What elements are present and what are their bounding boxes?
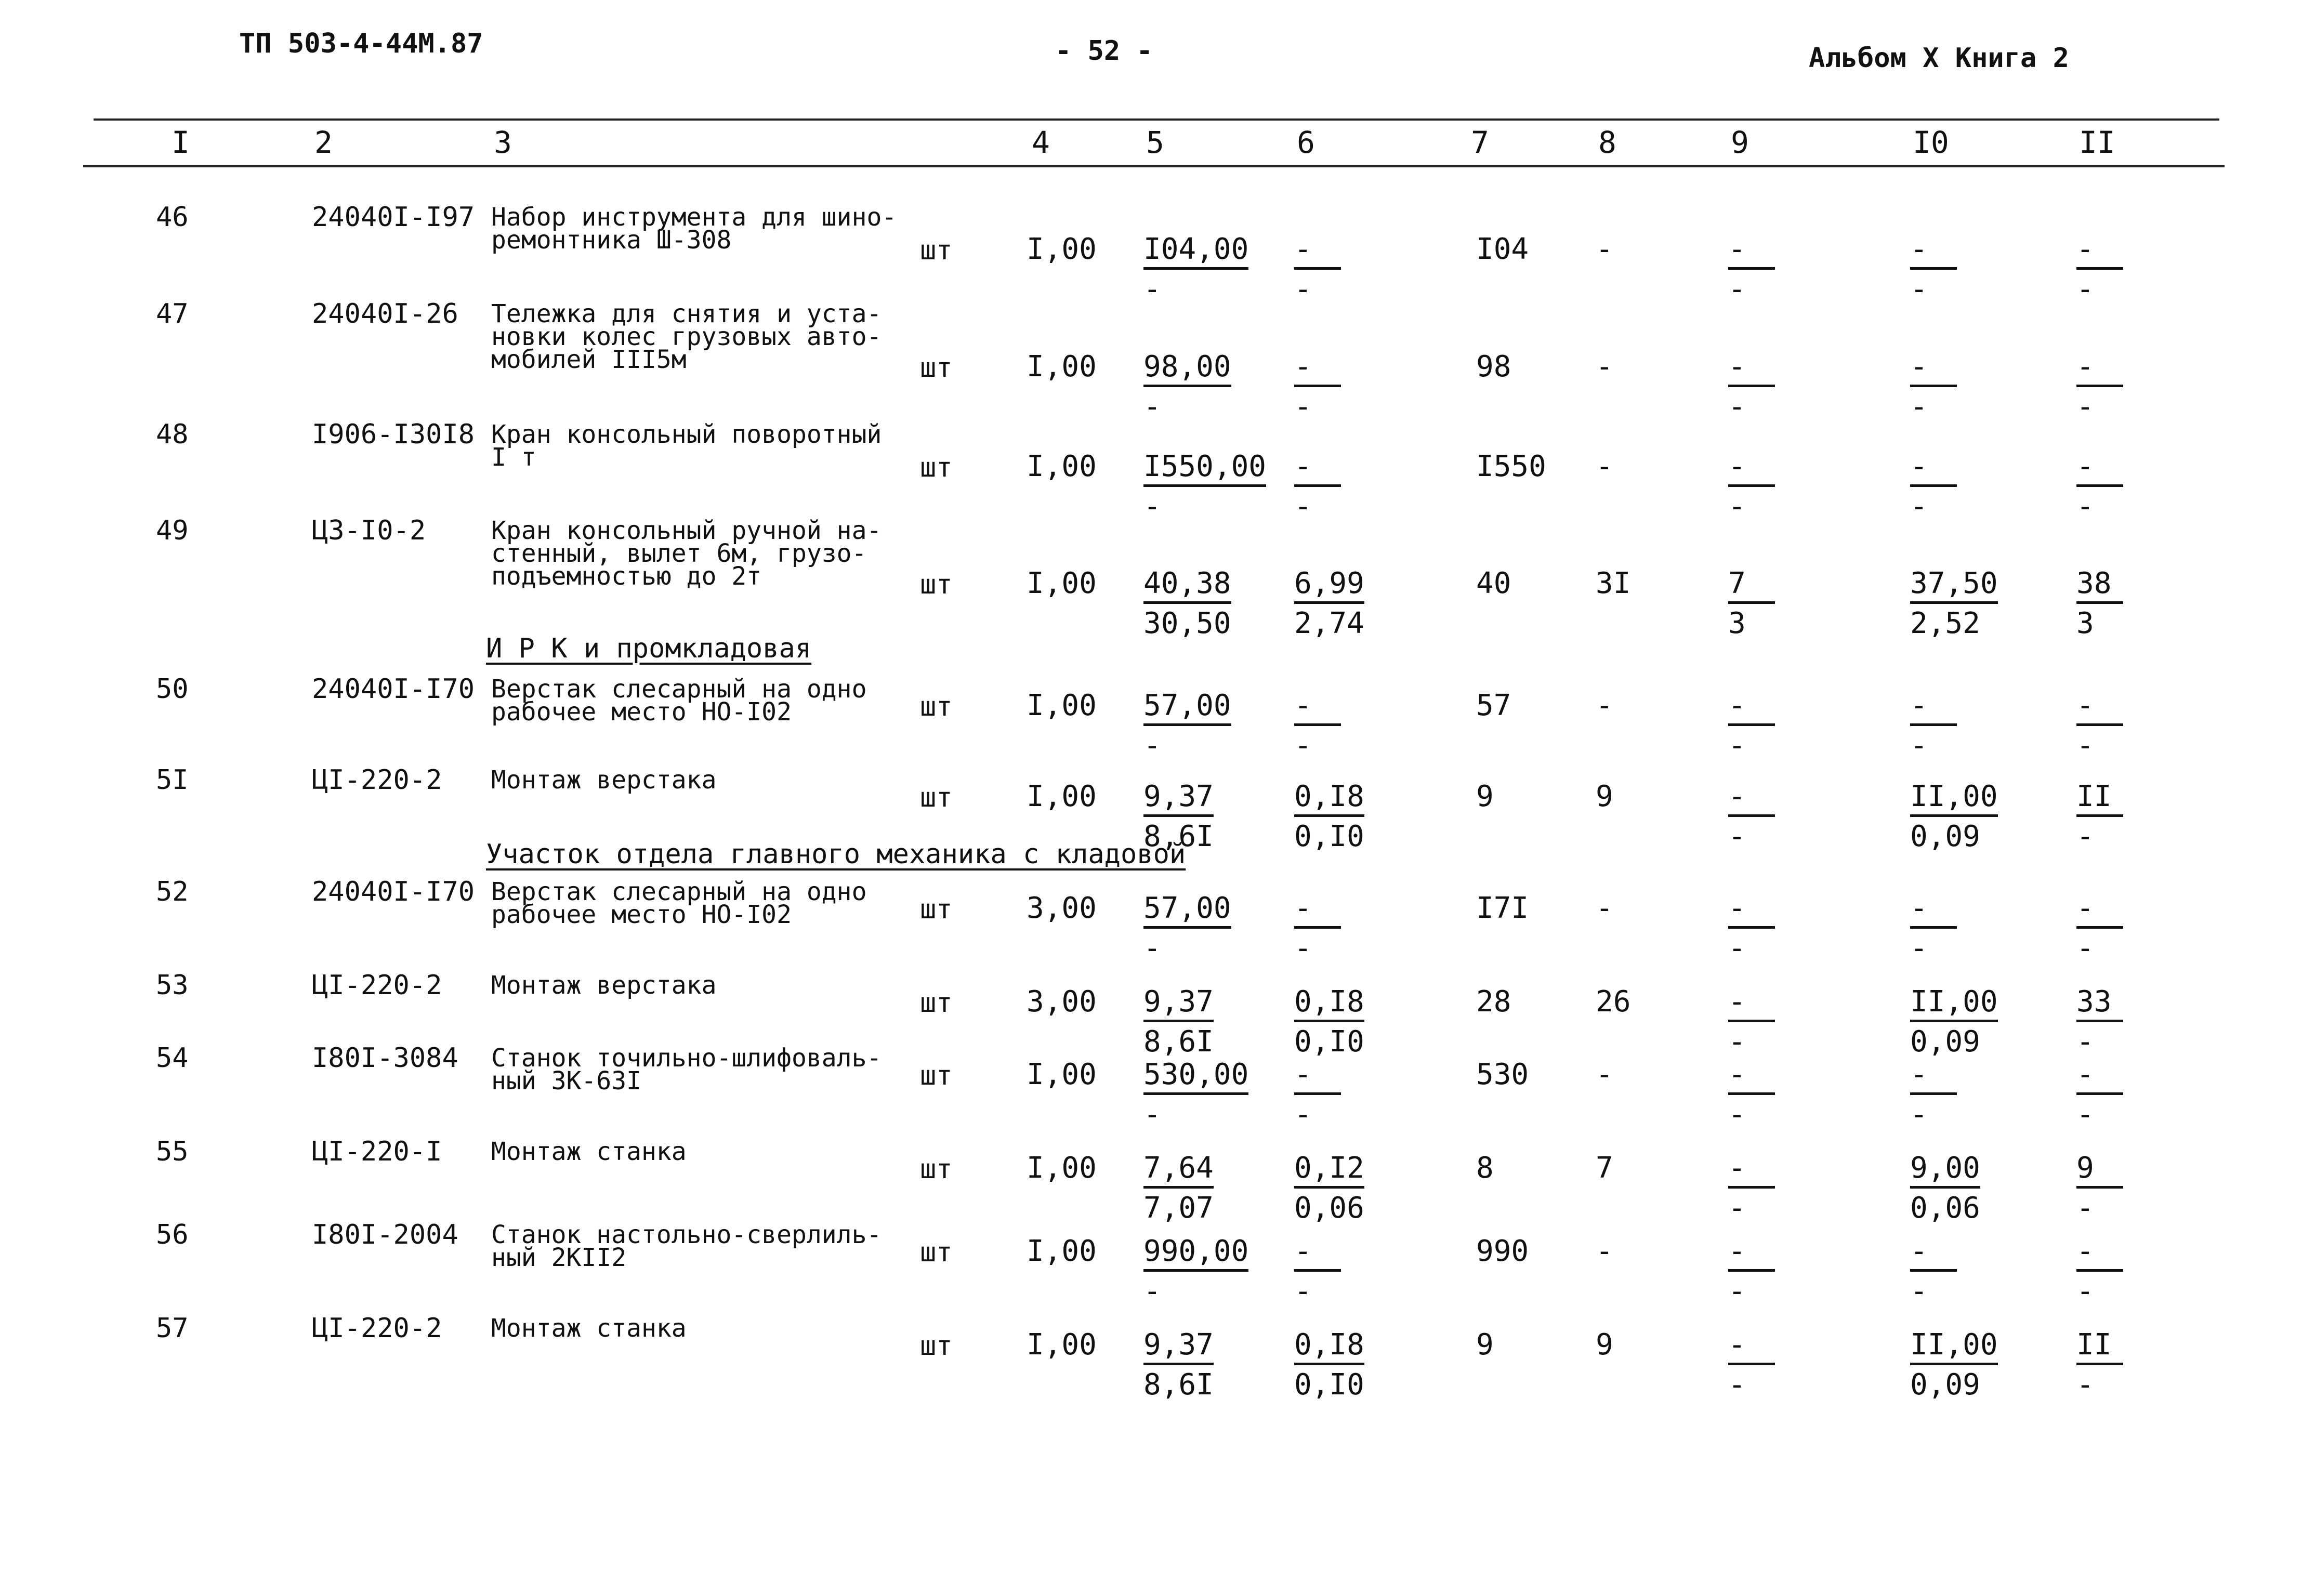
col9-value-numerator: - [1728,782,1775,817]
col5-value-denominator: - [1143,1274,1161,1308]
col6-value [1294,1060,1341,1129]
col10-value-denominator: 0,09 [1910,1368,1980,1402]
col6-value [1294,691,1341,760]
col8-value: 3I [1596,566,1631,600]
col5-value-numerator: 57,00 [1143,691,1231,726]
col6-value-denominator: - [1294,729,1312,762]
col6-value-denominator: 0,I0 [1294,820,1364,853]
col5-value-denominator: - [1143,729,1161,762]
row-number: 56 [156,1219,189,1250]
column-header: 9 [1731,125,1749,160]
col5-value-numerator: 40,38 [1143,569,1231,604]
col10-value-numerator: II,00 [1910,987,1998,1022]
col5-value-denominator: - [1143,931,1161,965]
col10-value [1910,891,1957,965]
col10-value-numerator: 9,00 [1910,1154,1980,1189]
col11-value-numerator: II [2076,782,2123,817]
col10-value-denominator: - [1910,1274,1928,1308]
col8-value: - [1596,1058,1613,1091]
col8-value: 9 [1596,780,1613,813]
col8-value: - [1596,232,1613,266]
col9-value-denominator: - [1728,390,1746,424]
col6-value [1294,891,1341,965]
col7-value: 40 [1476,566,1511,600]
col5-value-numerator: I550,00 [1143,452,1266,487]
col11-value-denominator: - [2076,490,2094,523]
col9-value-numerator: - [1728,452,1775,487]
col6-value-numerator: - [1294,894,1341,929]
col11-value-denominator: 3 [2076,606,2094,640]
col9-value-numerator: - [1728,894,1775,929]
col9-value [1728,1234,1775,1308]
col5-value-denominator: 8,6I [1143,1368,1214,1402]
column-header: 5 [1146,125,1164,160]
col5-value [1143,350,1231,424]
col8-value: - [1596,891,1613,925]
col9-value-denominator: - [1728,1025,1746,1059]
unit: шт [920,352,953,384]
item-name: Тележка для снятия и уста- новки колес грузовых авто- мобилей III5м [491,299,882,374]
col7-value: 28 [1476,985,1511,1019]
col5-value-numerator: I04,00 [1143,235,1248,270]
unit: шт [920,1154,953,1185]
col11-value [2076,782,2123,851]
col10-value [1910,452,1957,521]
col5-value-numerator: 9,37 [1143,987,1214,1022]
item-name: Станок точильно-шлифоваль- ный 3К-63I [491,1044,882,1096]
col5-value [1143,1060,1248,1129]
quantity: I,00 [1027,780,1097,813]
col10-value-numerator: II,00 [1910,1330,1998,1365]
col8-value: 7 [1596,1151,1613,1185]
item-code: 24040I-I97 [312,202,475,233]
col6-value [1294,782,1364,851]
col11-value-denominator: - [2076,272,2094,306]
col11-value [2076,566,2123,640]
item-name: Монтаж верстака [491,766,717,795]
col10-value [1910,1151,1980,1225]
col10-value-numerator: 37,50 [1910,569,1998,604]
column-header: 6 [1297,125,1315,160]
unit: шт [920,1060,953,1091]
item-code: I80I-3084 [312,1043,458,1074]
col6-value-numerator: 6,99 [1294,569,1364,604]
col6-value-numerator: 0,I8 [1294,782,1364,817]
col6-value-numerator: 0,I8 [1294,1330,1364,1365]
col5-value-denominator: - [1143,390,1161,424]
col5-value-denominator: 8,6I [1143,1025,1214,1059]
col9-value-denominator: 3 [1728,606,1746,640]
row-number: 57 [156,1313,189,1344]
quantity: I,00 [1027,689,1097,722]
doc-code: ТП 503-4-44М.87 [239,28,483,59]
item-code: ЦI-220-2 [312,970,442,1001]
row-number: 47 [156,298,189,329]
col9-value-denominator: - [1728,1098,1746,1131]
quantity: I,00 [1027,1234,1097,1268]
col10-value-numerator: - [1910,352,1957,387]
col11-value-numerator: - [2076,452,2123,487]
col11-value-numerator: 38 [2076,569,2123,604]
col5-value-numerator: 7,64 [1143,1154,1214,1189]
unit: шт [920,569,953,600]
col7-value: 530 [1476,1058,1529,1091]
col9-value-denominator: - [1728,1368,1746,1402]
col5-value-numerator: 9,37 [1143,1330,1214,1365]
col5-value-denominator: - [1143,272,1161,306]
col9-value-denominator: - [1728,272,1746,306]
col10-value-numerator: - [1910,894,1957,929]
row-number: 52 [156,876,189,907]
col11-value-denominator: - [2076,931,2094,965]
col10-value-numerator: - [1910,1237,1957,1272]
col5-value [1143,891,1231,965]
col5-value [1143,232,1249,306]
col6-value-numerator: - [1294,352,1341,387]
col9-value-numerator: - [1728,1237,1775,1272]
col6-value-numerator: - [1294,235,1341,270]
col10-value-denominator: - [1910,272,1928,306]
col6-value-numerator: - [1294,1237,1341,1272]
col8-value: - [1596,350,1613,384]
col5-value-denominator: 7,07 [1143,1191,1214,1225]
item-code: 24040I-26 [312,298,458,329]
col9-value-numerator: - [1728,1060,1775,1095]
col10-value-numerator: II,00 [1910,782,1998,817]
col9-value-denominator: - [1728,1274,1746,1308]
quantity: I,00 [1027,1328,1097,1362]
col11-value [2076,987,2123,1057]
col10-value [1910,987,1998,1057]
row-number: 48 [156,419,189,450]
col10-value-denominator: - [1910,390,1928,424]
col11-value-denominator: - [2076,1098,2094,1131]
col6-value-denominator: 0,I0 [1294,1368,1364,1402]
col9-value [1728,452,1775,521]
item-name: Кран консольный поворотный I т [491,420,882,472]
col9-value [1728,987,1775,1057]
item-name: Набор инструмента для шино- ремонтника Ш-308 [491,203,897,255]
quantity: I,00 [1027,232,1097,266]
item-code: I80I-2004 [312,1219,458,1250]
col9-value [1728,350,1775,424]
item-code: Ц3-I0-2 [312,515,426,546]
col8-value: 9 [1596,1328,1613,1362]
col10-value [1910,566,1998,640]
col6-value [1294,1151,1364,1225]
item-code: ЦI-220-2 [312,1313,442,1344]
header-top-rule [94,118,2219,121]
col5-value [1143,691,1231,760]
col6-value-denominator: - [1294,1274,1312,1308]
col6-value [1294,452,1341,521]
item-code: ЦI-220-I [312,1136,442,1167]
column-header: 4 [1032,125,1050,160]
col5-value-numerator: 9,37 [1143,782,1214,817]
row-number: 5I [156,764,189,796]
col11-value-denominator: - [2076,1368,2094,1402]
quantity: I,00 [1027,1151,1097,1185]
col9-value-numerator: 7 [1728,569,1775,604]
item-name: Монтаж станка [491,1137,687,1166]
item-name: Кран консольный ручной на- стенный, вылет 6м, грузо- подъемностью до 2т [491,516,882,591]
col7-value: 8 [1476,1151,1494,1185]
col11-value-denominator: - [2076,1025,2094,1059]
col6-value-denominator: - [1294,272,1312,306]
col10-value-denominator: 0,06 [1910,1191,1980,1225]
col7-value: 9 [1476,780,1494,813]
col7-value: 57 [1476,689,1511,722]
col6-value-denominator: 0,I0 [1294,1025,1364,1059]
col9-value-numerator: - [1728,691,1775,726]
col11-value [2076,452,2123,521]
unit: шт [920,691,953,722]
col5-value-denominator: - [1143,490,1161,523]
column-header: I [172,125,190,160]
column-header: 2 [314,125,333,160]
col11-value [2076,891,2123,965]
col9-value-numerator: - [1728,352,1775,387]
col9-value-denominator: - [1728,490,1746,523]
quantity: I,00 [1027,1058,1097,1091]
col11-value [2076,1234,2123,1308]
header-bottom-rule [83,165,2225,167]
col6-value [1294,350,1341,424]
col10-value [1910,782,1998,851]
col5-value-denominator: - [1143,1098,1161,1131]
unit: шт [920,987,953,1019]
col11-value [2076,1060,2123,1129]
col6-value-denominator: - [1294,931,1312,965]
col6-value-denominator: - [1294,1098,1312,1131]
column-header: 7 [1471,125,1489,160]
col11-value-denominator: - [2076,1274,2094,1308]
col11-value-denominator: - [2076,729,2094,762]
section-heading-irk: И Р К и промкладовая [486,633,812,664]
item-code: I906-I30I8 [312,419,475,450]
col11-value [2076,232,2123,306]
col10-value-numerator: - [1910,1060,1957,1095]
item-name: Станок настольно-сверлиль- ный 2КII2 [491,1220,882,1272]
quantity: 3,00 [1027,985,1097,1019]
col7-value: 98 [1476,350,1511,384]
row-number: 54 [156,1043,189,1074]
column-header: I0 [1913,125,1949,160]
col9-value-numerator: - [1728,235,1775,270]
col6-value-numerator: 0,I8 [1294,987,1364,1022]
col8-value: - [1596,1234,1613,1268]
item-name: Верстак слесарный на одно рабочее место НО-I02 [491,675,867,727]
unit: шт [920,782,953,813]
col5-value-numerator: 530,00 [1143,1060,1248,1095]
col9-value-denominator: - [1728,1191,1746,1225]
col10-value-denominator: - [1910,729,1928,762]
col11-value [2076,1151,2123,1225]
col11-value [2076,350,2123,424]
col7-value: I550 [1476,450,1546,483]
unit: шт [920,894,953,925]
col10-value-denominator: 0,09 [1910,1025,1980,1059]
col11-value-denominator: - [2076,820,2094,853]
col10-value [1910,1234,1957,1308]
col5-value-numerator: 57,00 [1143,894,1231,929]
col10-value-denominator: - [1910,931,1928,965]
col6-value-numerator: - [1294,452,1341,487]
unit: шт [920,452,953,483]
col9-value [1728,782,1775,851]
col10-value [1910,350,1957,424]
col9-value-numerator: - [1728,987,1775,1022]
col11-value-denominator: - [2076,390,2094,424]
quantity: I,00 [1027,350,1097,384]
item-name: Монтаж станка [491,1314,687,1343]
col5-value [1143,1330,1214,1400]
quantity: I,00 [1027,566,1097,600]
col10-value-denominator: - [1910,1098,1928,1131]
col5-value [1143,1234,1249,1308]
item-name: Верстак слесарный на одно рабочее место НО-I02 [491,877,867,929]
col6-value-denominator: - [1294,390,1312,424]
col11-value [2076,691,2123,760]
col11-value-numerator: 33 [2076,987,2123,1022]
row-number: 50 [156,674,189,705]
col11-value [2076,1330,2123,1400]
col8-value: - [1596,450,1613,483]
col10-value-numerator: - [1910,452,1957,487]
col6-value [1294,1330,1364,1400]
column-header: 3 [494,125,512,160]
col7-value: I04 [1476,232,1529,266]
col5-value-numerator: 990,00 [1143,1237,1248,1272]
col7-value: 990 [1476,1234,1529,1268]
col5-value [1143,452,1266,521]
col6-value-numerator: - [1294,691,1341,726]
col6-value-denominator: - [1294,490,1312,523]
col11-value-numerator: - [2076,1060,2123,1095]
col11-value-numerator: - [2076,1237,2123,1272]
col11-value-numerator: II [2076,1330,2123,1365]
col9-value-numerator: - [1728,1154,1775,1189]
page-number: - 52 - [1055,35,1153,67]
col5-value [1143,566,1231,640]
col10-value-denominator: 2,52 [1910,606,1980,640]
row-number: 49 [156,515,189,546]
col6-value-numerator: - [1294,1060,1341,1095]
col11-value-numerator: - [2076,352,2123,387]
section-heading-mech: Участок отдела главного механика с кладовой [486,839,1186,870]
col5-value-denominator: 8,6I [1143,820,1214,853]
col7-value: 9 [1476,1328,1494,1362]
col10-value-denominator: 0,09 [1910,820,1980,853]
col9-value [1728,691,1775,760]
col9-value-denominator: - [1728,820,1746,853]
col6-value [1294,987,1364,1057]
col8-value: 26 [1596,985,1631,1019]
col9-value [1728,1330,1775,1400]
col9-value [1728,1060,1775,1129]
col9-value [1728,891,1775,965]
col9-value-numerator: - [1728,1330,1775,1365]
unit: шт [920,235,953,266]
quantity: I,00 [1027,450,1097,483]
row-number: 53 [156,970,189,1001]
col9-value-denominator: - [1728,931,1746,965]
col9-value-denominator: - [1728,729,1746,762]
unit: шт [920,1330,953,1362]
col9-value [1728,1151,1775,1225]
item-code: 24040I-I70 [312,674,475,705]
item-name: Монтаж верстака [491,971,717,1000]
col6-value-numerator: 0,I2 [1294,1154,1364,1189]
col6-value-denominator: 2,74 [1294,606,1364,640]
col8-value: - [1596,689,1613,722]
item-code: ЦI-220-2 [312,764,442,796]
col10-value [1910,1330,1998,1400]
column-header: 8 [1598,125,1616,160]
column-header: II [2079,125,2115,160]
item-code: 24040I-I70 [312,876,475,907]
col5-value-denominator: 30,50 [1143,606,1231,640]
col6-value [1294,1234,1341,1308]
col7-value: I7I [1476,891,1529,925]
col11-value-denominator: - [2076,1191,2094,1225]
col11-value-numerator: - [2076,691,2123,726]
row-number: 46 [156,202,189,233]
col10-value [1910,1060,1957,1129]
col5-value [1143,987,1214,1057]
col6-value [1294,566,1364,640]
col10-value [1910,691,1957,760]
col6-value-denominator: 0,06 [1294,1191,1364,1225]
row-number: 55 [156,1136,189,1167]
unit: шт [920,1237,953,1268]
col9-value [1728,232,1775,306]
col5-value [1143,1151,1214,1225]
col11-value-numerator: 9 [2076,1154,2123,1189]
col10-value-numerator: - [1910,235,1957,270]
quantity: 3,00 [1027,891,1097,925]
col10-value [1910,232,1957,306]
col6-value [1294,232,1341,306]
album-label: Альбом X Книга 2 [1809,43,2069,74]
col5-value-numerator: 98,00 [1143,352,1231,387]
col10-value-denominator: - [1910,490,1928,523]
col11-value-numerator: - [2076,235,2123,270]
col11-value-numerator: - [2076,894,2123,929]
col9-value [1728,566,1775,640]
col10-value-numerator: - [1910,691,1957,726]
